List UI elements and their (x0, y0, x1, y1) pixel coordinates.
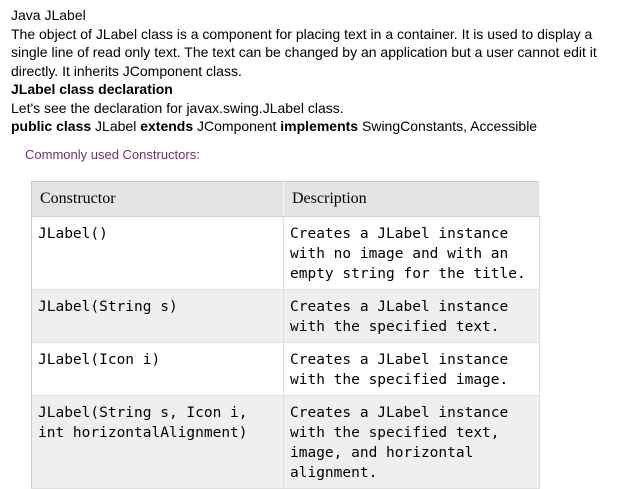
intro-section (11, 6, 631, 136)
table-row (32, 290, 540, 343)
class-name: JLabel (91, 118, 141, 134)
description-cell: Creates a JLabel instance with the specified text, image, and horizontal alignment. (284, 396, 540, 489)
table-header-row (32, 182, 540, 217)
constructor-cell: JLabel(String s, Icon i, int horizontalAlignment) (32, 396, 284, 489)
table-row (32, 396, 540, 489)
table-row (32, 217, 540, 290)
interfaces: SwingConstants, Accessible (358, 118, 538, 134)
description-cell: Creates a JLabel instance with the specified image. (284, 343, 540, 396)
page-title: Java JLabel (11, 7, 86, 23)
keyword-implements: implements (280, 118, 359, 134)
class-declaration (11, 117, 631, 136)
parent-class: JComponent (193, 118, 281, 134)
keyword-extends: extends (140, 118, 194, 134)
header-description: Description (284, 182, 540, 217)
header-constructor: Constructor (32, 182, 284, 217)
class-description: The object of JLabel class is a component for placing text in a container. It is used to display a single line of read only text. The text can be changed by an application but a user cannot edit it directly. It inherits JComponent class. (11, 25, 597, 79)
constructor-cell: JLabel(Icon i) (32, 343, 284, 396)
keyword-public-class: public class (11, 118, 92, 134)
constructors-table (31, 181, 540, 489)
description-cell: Creates a JLabel instance with the specified text. (284, 290, 540, 343)
declaration-intro: Let's see the declaration for javax.swing.JLabel class. (11, 99, 344, 116)
constructors-subheading: Commonly used Constructors: (25, 147, 200, 162)
table-row (32, 343, 540, 396)
description-cell: Creates a JLabel instance with no image and with an empty string for the title. (284, 217, 540, 290)
constructor-cell: JLabel(String s) (32, 290, 284, 343)
declaration-heading: JLabel class declaration (11, 81, 173, 97)
constructor-cell: JLabel() (32, 217, 284, 290)
